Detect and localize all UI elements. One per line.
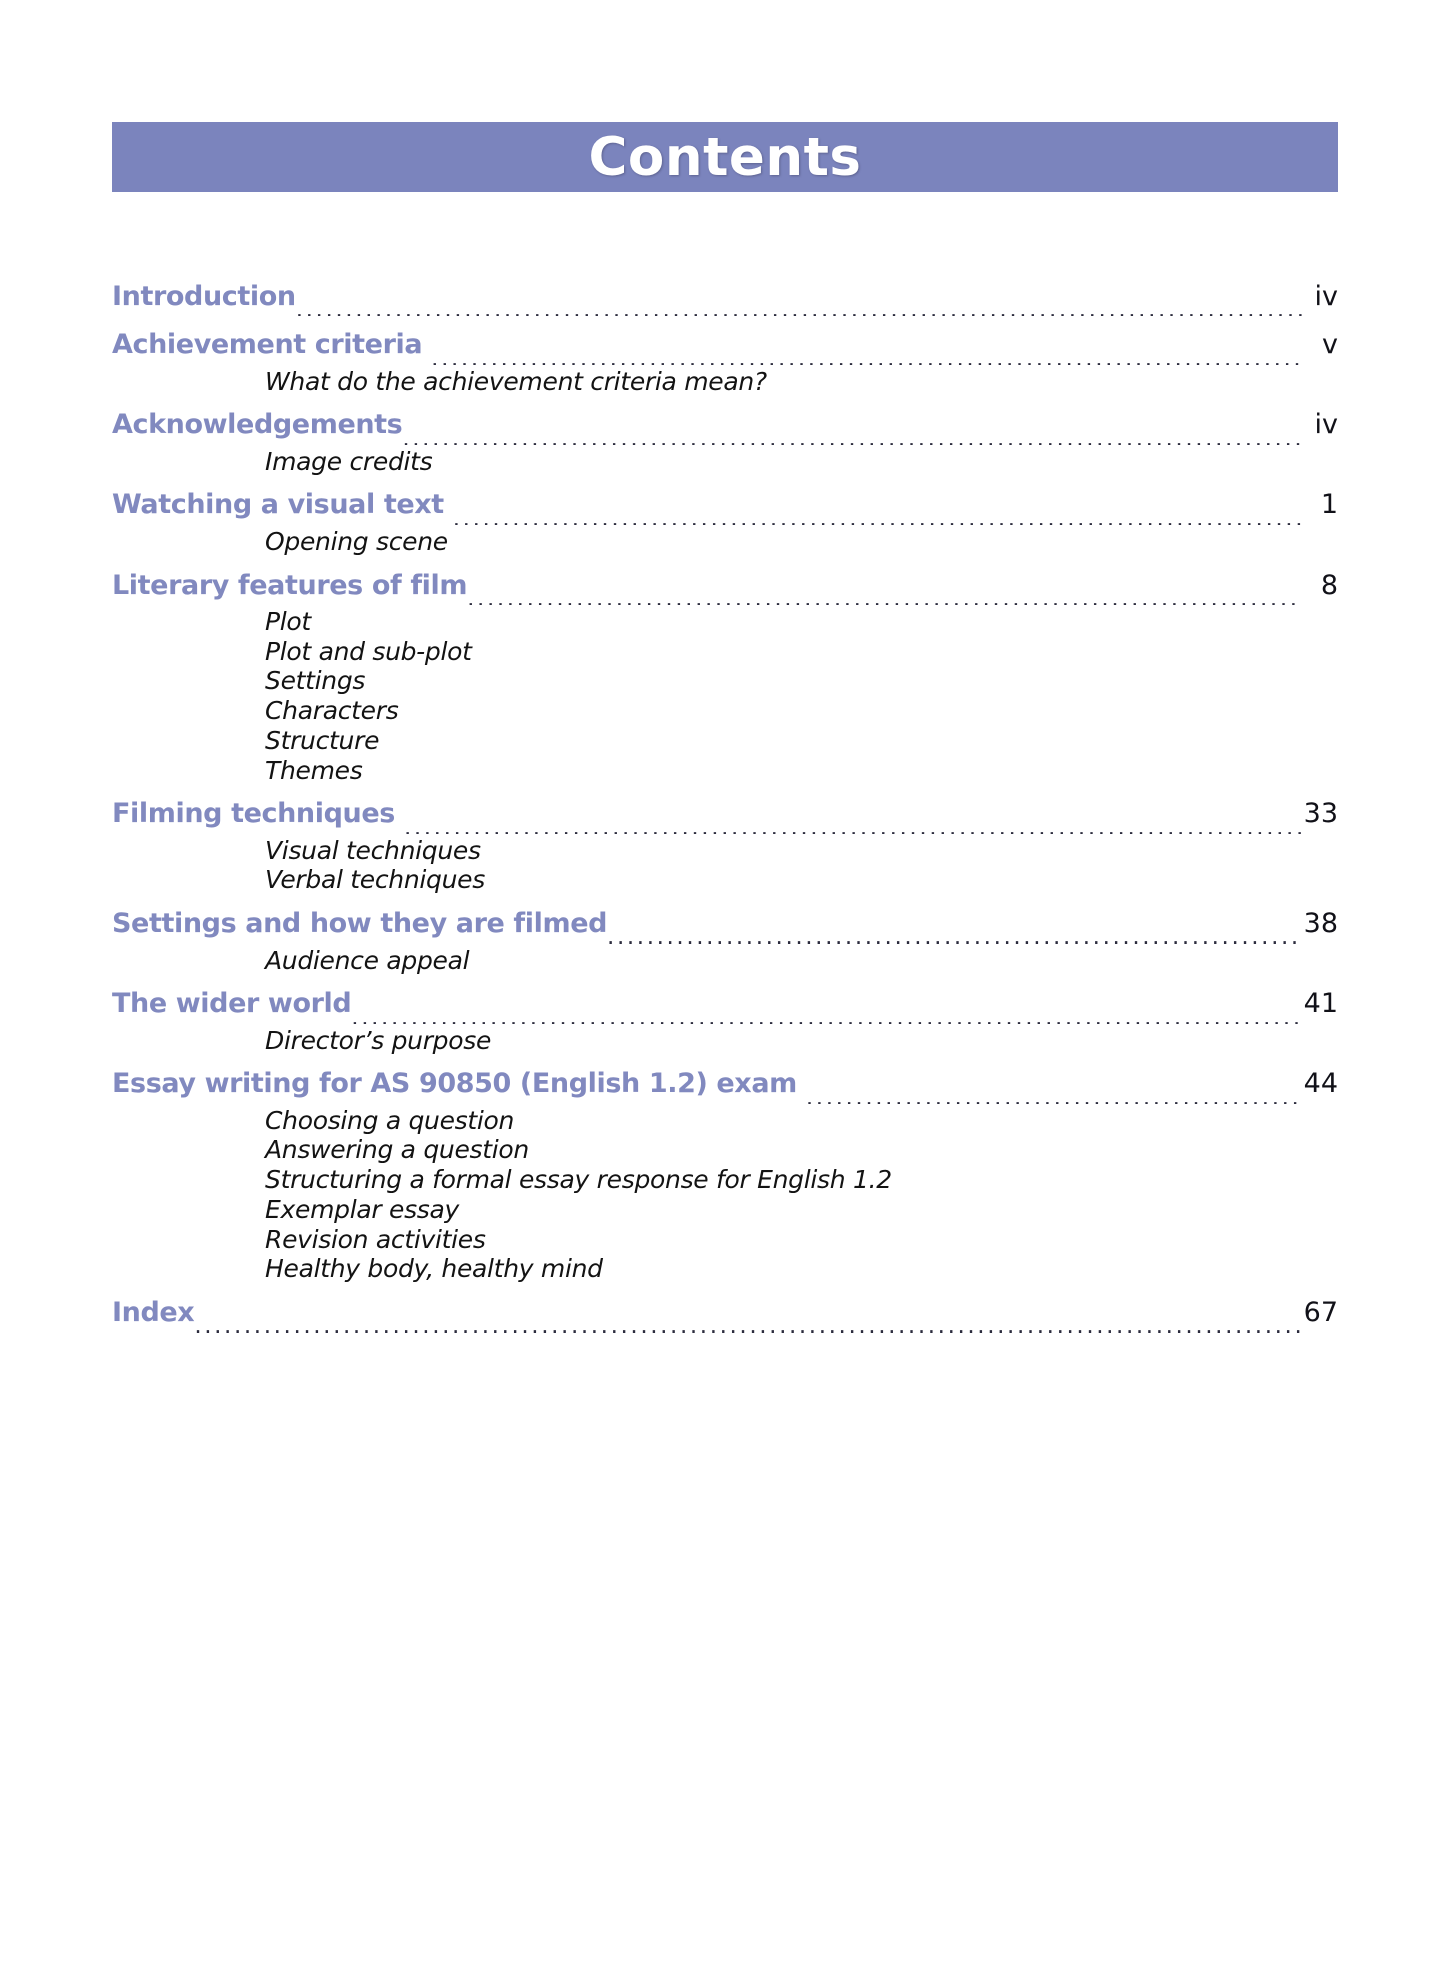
toc-entry-page-number: 41: [1303, 988, 1338, 1020]
table-of-contents: [112, 278, 1338, 1343]
toc-entry-page-number: v: [1322, 329, 1338, 361]
toc-subitem[interactable]: What do the achievement criteria mean?: [265, 366, 767, 396]
toc-entry-group: [112, 567, 1338, 786]
toc-entry-group: [112, 278, 1338, 316]
toc-entry-page-number: 67: [1303, 1297, 1338, 1329]
toc-entry-title[interactable]: The wider world: [112, 988, 352, 1020]
toc-subitem-list: [112, 607, 1338, 786]
toc-subitem-list: [112, 367, 1338, 397]
toc-subitem-list: [112, 527, 1338, 557]
toc-entry-title[interactable]: Achievement criteria: [112, 329, 432, 361]
toc-entry-title[interactable]: Index: [112, 1297, 195, 1329]
toc-entry-page-number: 1: [1320, 489, 1338, 521]
dot-leader: [402, 429, 1302, 445]
dot-leader: [194, 1317, 1301, 1333]
toc-entry-title[interactable]: Settings and how they are filmed: [112, 908, 608, 940]
toc-subitem[interactable]: Plot: [265, 606, 311, 636]
dot-leader: [467, 589, 1302, 605]
toc-entry-title[interactable]: Literary features of film: [112, 569, 468, 601]
toc-entry-title[interactable]: Acknowledgements: [112, 409, 403, 441]
dot-leader: [404, 818, 1302, 834]
toc-entry-title[interactable]: Watching a visual text: [112, 489, 453, 521]
toc-subitem[interactable]: Audience appeal: [265, 945, 470, 975]
toc-entry-title[interactable]: Introduction: [112, 281, 296, 312]
toc-entry[interactable]: [112, 795, 1338, 833]
toc-entry[interactable]: [112, 486, 1338, 524]
toc-entry-page-number: iv: [1314, 281, 1338, 312]
toc-subitem[interactable]: Opening scene: [265, 526, 448, 556]
toc-entry-group: [112, 905, 1338, 975]
toc-entry[interactable]: [112, 905, 1338, 943]
toc-entry-group: [112, 406, 1338, 476]
toc-entry-group: [112, 1294, 1338, 1332]
toc-entry[interactable]: [112, 985, 1338, 1023]
toc-entry-group: [112, 985, 1338, 1055]
toc-entry-group: [112, 1065, 1338, 1284]
toc-entry-page-number: 8: [1320, 569, 1338, 601]
toc-subitem-list: [112, 1026, 1338, 1056]
toc-subitem[interactable]: Plot and sub-plot: [265, 636, 472, 666]
toc-subitem[interactable]: Answering a question: [265, 1135, 529, 1165]
toc-subitem[interactable]: Healthy body, healthy mind: [265, 1254, 603, 1284]
dot-leader: [806, 1088, 1302, 1104]
toc-subitem[interactable]: Structuring a formal essay response for English 1.2: [265, 1165, 892, 1195]
toc-entry-group: [112, 486, 1338, 556]
toc-entry-title[interactable]: Filming techniques: [112, 798, 404, 830]
dot-leader: [431, 349, 1302, 365]
dot-leader: [453, 509, 1302, 525]
toc-subitem[interactable]: Director’s purpose: [265, 1025, 492, 1055]
toc-entry-page-number: 38: [1303, 908, 1338, 940]
toc-entry[interactable]: [112, 1065, 1338, 1103]
toc-entry[interactable]: [112, 278, 1338, 316]
toc-entry-page-number: 33: [1303, 798, 1338, 830]
toc-entry[interactable]: [112, 326, 1338, 364]
toc-entry-group: [112, 795, 1338, 895]
page-title: Contents: [588, 126, 862, 188]
toc-subitem[interactable]: Themes: [265, 755, 363, 785]
toc-subitem-list: [112, 447, 1338, 477]
toc-entry[interactable]: [112, 567, 1338, 605]
toc-subitem[interactable]: Visual techniques: [265, 835, 481, 865]
toc-subitem-list: [112, 836, 1338, 896]
toc-subitem[interactable]: Verbal techniques: [265, 865, 485, 895]
toc-subitem[interactable]: Revision activities: [265, 1224, 486, 1254]
toc-entry[interactable]: [112, 1294, 1338, 1332]
toc-subitem-list: [112, 1106, 1338, 1285]
dot-leader: [607, 928, 1302, 944]
toc-subitem[interactable]: Structure: [265, 725, 380, 755]
toc-subitem[interactable]: Characters: [265, 696, 399, 726]
toc-subitem[interactable]: Image credits: [265, 446, 433, 476]
contents-header-bar: [112, 122, 1338, 192]
toc-subitem[interactable]: Exemplar essay: [265, 1194, 460, 1224]
toc-subitem[interactable]: Choosing a question: [265, 1105, 515, 1135]
toc-entry-page-number: iv: [1314, 409, 1338, 441]
toc-entry-page-number: 44: [1303, 1068, 1338, 1100]
toc-subitem[interactable]: Settings: [265, 666, 366, 696]
toc-entry[interactable]: [112, 406, 1338, 444]
toc-entry-title[interactable]: Essay writing for AS 90850 (English 1.2) exam: [112, 1068, 806, 1100]
toc-subitem-list: [112, 946, 1338, 976]
dot-leader: [351, 1008, 1301, 1024]
dot-leader: [296, 300, 1302, 316]
toc-entry-group: [112, 326, 1338, 396]
